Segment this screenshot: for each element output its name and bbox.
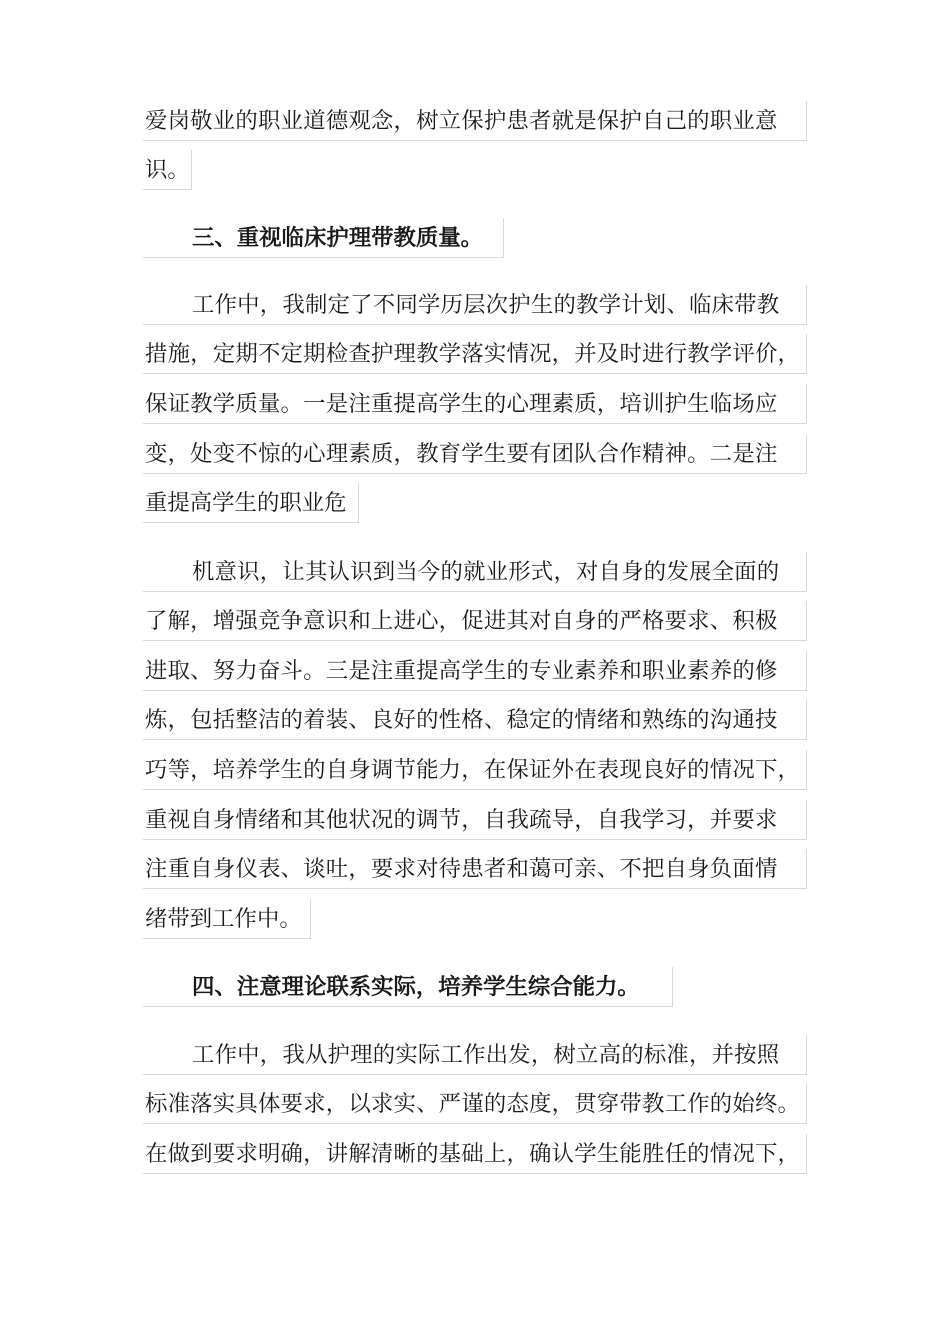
text-line: 了解，增强竞争意识和上进心，促进其对自身的严格要求、积极: [143, 601, 807, 641]
text-line: 机意识，让其认识到当今的就业形式，对自身的发展全面的: [143, 552, 807, 592]
text-line: 炼，包括整洁的着装、良好的性格、稳定的情绪和熟练的沟通技: [143, 700, 807, 740]
text-line: 注重自身仪表、谈吐，要求对待患者和蔼可亲、不把自身负面情: [143, 849, 807, 889]
text-line: 变，处变不惊的心理素质，教育学生要有团队合作精神。二是注: [143, 434, 807, 474]
text-line: 绪带到工作中。: [143, 899, 311, 939]
text-line: 措施，定期不定期检查护理教学落实情况，并及时进行教学评价，: [143, 334, 807, 374]
text-line: 爱岗敬业的职业道德观念，树立保护患者就是保护自己的职业意: [143, 101, 807, 141]
text-line: 识。: [143, 150, 192, 190]
text-line: 在做到要求明确，讲解清晰的基础上，确认学生能胜任的情况下，: [143, 1134, 807, 1174]
text-line: 重提高学生的职业危: [143, 483, 359, 523]
text-line: 标准落实具体要求，以求实、严谨的态度，贯穿带教工作的始终。: [143, 1084, 807, 1124]
text-line: 保证教学质量。一是注重提高学生的心理素质，培训护生临场应: [143, 384, 807, 424]
text-line: 进取、努力奋斗。三是注重提高学生的专业素养和职业素养的修: [143, 651, 807, 691]
text-line: 重视自身情绪和其他状况的调节，自我疏导，自我学习，并要求: [143, 800, 807, 840]
text-line: 巧等，培养学生的自身调节能力，在保证外在表现良好的情况下，: [143, 750, 807, 790]
text-line: 工作中，我从护理的实际工作出发，树立高的标准，并按照: [143, 1035, 807, 1075]
section-heading: 四、注意理论联系实际，培养学生综合能力。: [143, 967, 673, 1007]
text-line: 工作中，我制定了不同学历层次护生的教学计划、临床带教: [143, 285, 807, 325]
section-heading: 三、重视临床护理带教质量。: [143, 218, 504, 258]
